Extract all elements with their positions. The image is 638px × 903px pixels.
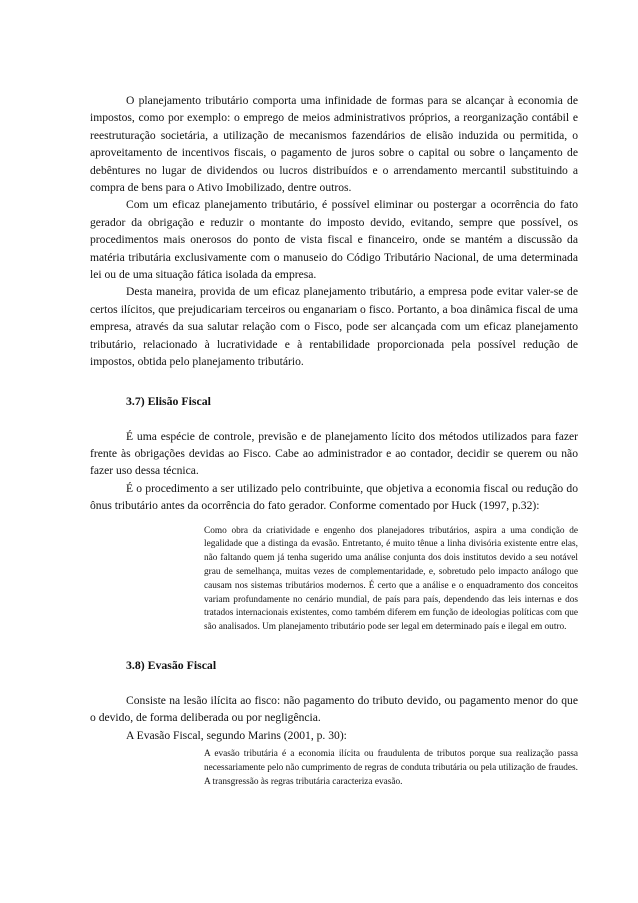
paragraph-elisao-procedimento: É o procedimento a ser utilizado pelo contribuinte, que objetiva a economia fiscal ou redução do ônus tributário antes da ocorrência do fato gerador. Conforme comentado por Huck (1997, p.32): [90,481,578,513]
spacer [90,410,578,428]
page-content [90,92,578,790]
spacer [90,371,578,393]
paragraph-dinamica-fiscal: Desta maneira, provida de um eficaz planejamento tributário, a empresa pode evitar valer-se de certos ilícitos, que prejudicariam terceiros ou enganariam o fisco. Portanto, a boa dinâmica fiscal de uma empresa, através da sua salutar relação com o Fisco, pode ser alcançada com um eficaz planejamento tributário, relacionado à lucratividade e à rentabilidade proporcionada pela possível redução de impostos, obtida pelo planejamento tributário. [90,285,578,369]
spacer [90,674,578,692]
section-heading-elisao: 3.7) Elisão Fiscal [126,393,211,408]
paragraph-planejamento-formas: O planejamento tributário comporta uma infinidade de formas para se alcançar à economia de impostos, como por exemplo: o emprego de meios administrativos próprios, a reorganização contábil e reestruturação societária, a utilização de mecanismos fazendários de elisão induzida ou permitida, o aproveitamento de incentivos fiscais, o pagamento de juros sobre o capital ou sobre o lançamento de debêntures no lugar de dividendos ou lucros distribuídos e o arrendamento mercantil substituindo a compra de bens para o Ativo Imobilizado, dentre outros. [90,94,578,195]
paragraph-eficaz-planejamento: Com um eficaz planejamento tributário, é possível eliminar ou postergar a ocorrência do fato gerador da obrigação e reduzir o montante do imposto devido, evitando, sempre que possível, os procedimentos mais onerosos do ponto de vista fiscal e financeiro, onde se mantém a discussão da matéria tributária exclusivamente com o manuseio do Código Tributário Nacional, de uma determinada lei ou de uma situação fática isolada da empresa. [90,198,578,282]
paragraph-evasao-marins: A Evasão Fiscal, segundo Marins (2001, p. 30): [126,728,347,742]
block-quote-marins: A evasão tributária é a economia ilícita ou fraudulenta de tributos porque sua realização passa necessariamente pelo não cumprimento de regras de conduta tributária ou pela utilização de fraudes. A transgressão às regras tributária caracteriza evasão. [204,749,578,787]
paragraph-elisao-definicao: É uma espécie de controle, previsão e de planejamento lícito dos métodos utilizados para fazer frente às obrigações devidas ao Fisco. Cabe ao administrador e ao contador, decidir se querem ou não fazer uso dessa técnica. [90,429,578,478]
section-heading-evasao: 3.8) Evasão Fiscal [126,657,217,672]
spacer [90,515,578,525]
paragraph-evasao-definicao: Consiste na lesão ilícita ao fisco: não pagamento do tributo devido, ou pagamento menor do que o devido, de forma deliberada ou por negligência. [90,693,578,725]
spacer [90,635,578,657]
block-quote-huck: Como obra da criatividade e engenho dos planejadores tributários, aspira a uma condição de legalidade que a distinga da evasão. Entretanto, é muito tênue a linha divisória existente entre elas, não faltando quem já tenha sugerido uma análise conjunta dos dois institutos devido a seu notável grau de semelhança, muitas vezes de complementaridade, e, sobretudo pelo impacto análogo que causam nos sistemas tributários modernos. É certo que a análise e o enquadramento dos conceitos variam profundamente no cenário mundial, de país para país, dependendo das leis internas e dos tratados internacionais existentes, como também diferem em função de ideologias políticas com que são analisados. Um planejamento tributário pode ser legal em determinado país e ilegal em outro. [204,525,578,633]
